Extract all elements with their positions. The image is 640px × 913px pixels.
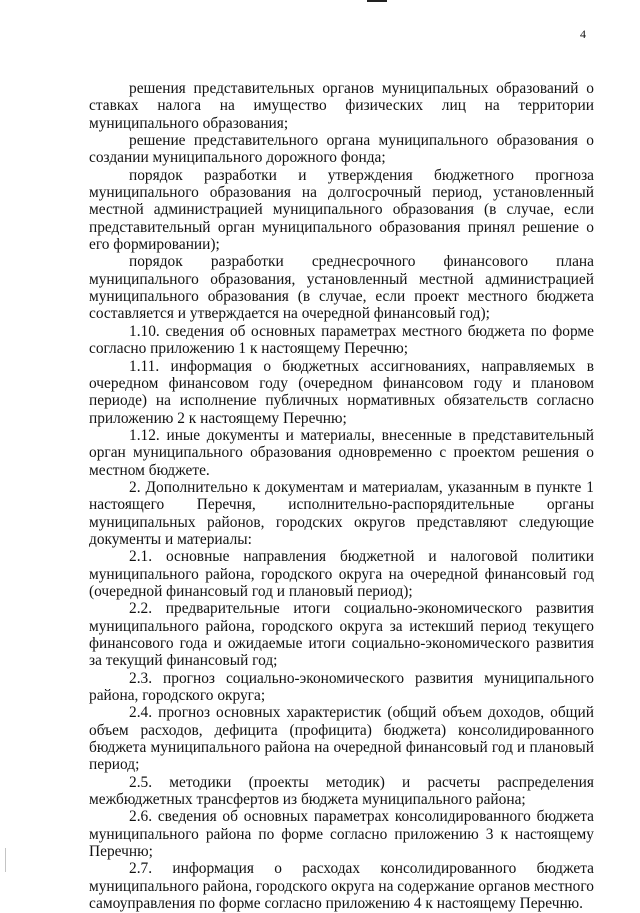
top-scan-mark [367,0,387,2]
document-body [89,80,594,913]
paragraph-2-5: 2.5. методики (проекты методик) и расчеты распределения межбюджетных трансфертов из бюджета муниципального района; [89,773,594,809]
paragraph-1-11: 1.11. информация о бюджетных ассигнованиях, направляемых в очередном финансовом году (очередном финансовом году и плановом периоде) на исполнение публичных нормативных обязательств согласно приложению 2 к настоящему Перечню; [89,357,594,427]
paragraph-2-2: 2.2. предварительные итоги социально-экономического развития муниципального района, городского округа за истекший период текущего финансового года и ожидаемые итоги социально-экономического развития за текущий финансовый год; [89,600,594,670]
paragraph-financial-plan: порядок разработки среднесрочного финансового плана муниципального образования, установленный местной администрацией муниципального образования (в случае, если проект местного бюджета составляется и утверждается на очередной финансовый год); [89,253,594,323]
paragraph-2: 2. Дополнительно к документам и материалам, указанным в пункте 1 настоящего Перечня, исполнительно-распорядительные органы муниципальных районов, городских округов представляют следующие документы и материалы: [89,478,594,548]
page-number: 4 [580,27,586,41]
paragraph-2-6: 2.6. сведения об основных параметрах консолидированного бюджета муниципального района по форме согласно приложению 3 к настоящему Перечню; [89,808,594,861]
paragraph-tax-rates: решения представительных органов муниципальных образований о ставках налога на имущество физических лиц на территории муниципального образования; [89,80,594,132]
paragraph-2-3: 2.3. прогноз социально-экономического развития муниципального района, городского округа; [89,669,594,705]
paragraph-1-10: 1.10. сведения об основных параметрах местного бюджета по форме согласно приложению 1 к настоящему Перечню; [89,322,594,358]
paragraph-2-7: 2.7. информация о расходах консолидированного бюджета муниципального района, городского округа на содержание органов местного самоуправления по форме согласно приложению 4 к настоящему Перечню. [89,860,594,913]
left-scan-mark [5,848,6,872]
paragraph-road-fund: решение представительного органа муниципального образования о создании муниципального дорожного фонда; [89,132,594,167]
paragraph-2-4: 2.4. прогноз основных характеристик (общий объем доходов, общий объем расходов, дефицита (профицита) бюджета) консолидированного бюджета муниципального района на очередной финансовый год и плановый период; [89,704,594,774]
paragraph-budget-forecast: порядок разработки и утверждения бюджетного прогноза муниципального образования на долгосрочный период, установленный местной администрацией муниципального образования (в случае, если представительный орган муниципального образования принял решение о его формировании); [89,166,594,254]
paragraph-2-1: 2.1. основные направления бюджетной и налоговой политики муниципального района, городского округа на очередной финансовый год (очередной финансовый год и плановый период); [89,548,594,600]
paragraph-1-12: 1.12. иные документы и материалы, внесенные в представительный орган муниципального образования одновременно с проектом решения о местном бюджете. [89,426,594,479]
